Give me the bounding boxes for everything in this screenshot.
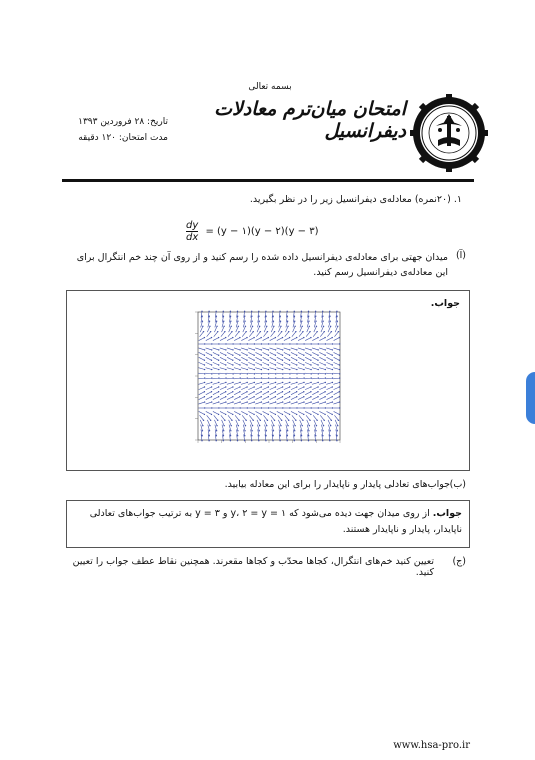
exam-info	[58, 114, 168, 146]
part-b-label: (ب)	[449, 479, 466, 490]
question-1-text: ۱. (۲۰نمره) معادله‌ی دیفرانسیل زیر را در نظر بگیرید.	[249, 194, 462, 205]
part-c-label: (ج)	[452, 556, 466, 567]
equation-numerator: dy	[186, 220, 199, 231]
exam-title: امتحان میان‌ترم معادلات دیفرانسیل	[214, 98, 406, 142]
equation-rhs: = (y − ۱)(y − ۲)(y − ۳)	[205, 226, 319, 237]
part-a-label: (آ)	[455, 250, 466, 261]
header-divider	[62, 179, 474, 182]
exam-date: تاریخ: ۲۸ فروردین ۱۳۹۳	[78, 117, 168, 127]
differential-equation	[186, 220, 326, 243]
page-edge-tab	[526, 372, 535, 424]
equation-denominator: dx	[186, 232, 199, 243]
answer-b	[72, 506, 462, 538]
direction-field-arrows	[198, 311, 340, 442]
answer-label-a: جواب.	[430, 298, 460, 309]
answer-b-text: از روی میدان جهت دیده می‌شود که ۱ = y، ۲ = y و ۳ = y به ترتیب جواب‌های تعادلی ناپایدار، پایدار و ناپایدار هستند.	[89, 508, 462, 535]
footer-website[interactable]: www.hsa-pro.ir	[393, 740, 470, 751]
university-seal-icon	[410, 94, 488, 172]
part-b-text: جواب‌های تعادلی پایدار و ناپایدار را برای این معادله بیابید.	[224, 479, 450, 490]
answer-label-b: جواب.	[432, 508, 462, 519]
direction-field-plot	[180, 308, 350, 468]
part-c-text: تعیین کنید خم‌های انتگرال، کجاها محدّب و کجاها مقعرند. همچنین نقاط عطف جواب را تعیین کنید.	[72, 556, 434, 578]
exam-duration: مدت امتحان: ۱۲۰ دقیقه	[78, 133, 168, 143]
part-a-text: میدان جهتی برای معادله‌ی دیفرانسیل داده شده را رسم کنید و از روی آن چند خم انتگرال برای این معادله‌ی دیفرانسیل رسم کنید.	[76, 252, 448, 278]
bismillah: بسمه تعالی	[248, 82, 292, 92]
equation-fraction	[186, 220, 198, 243]
